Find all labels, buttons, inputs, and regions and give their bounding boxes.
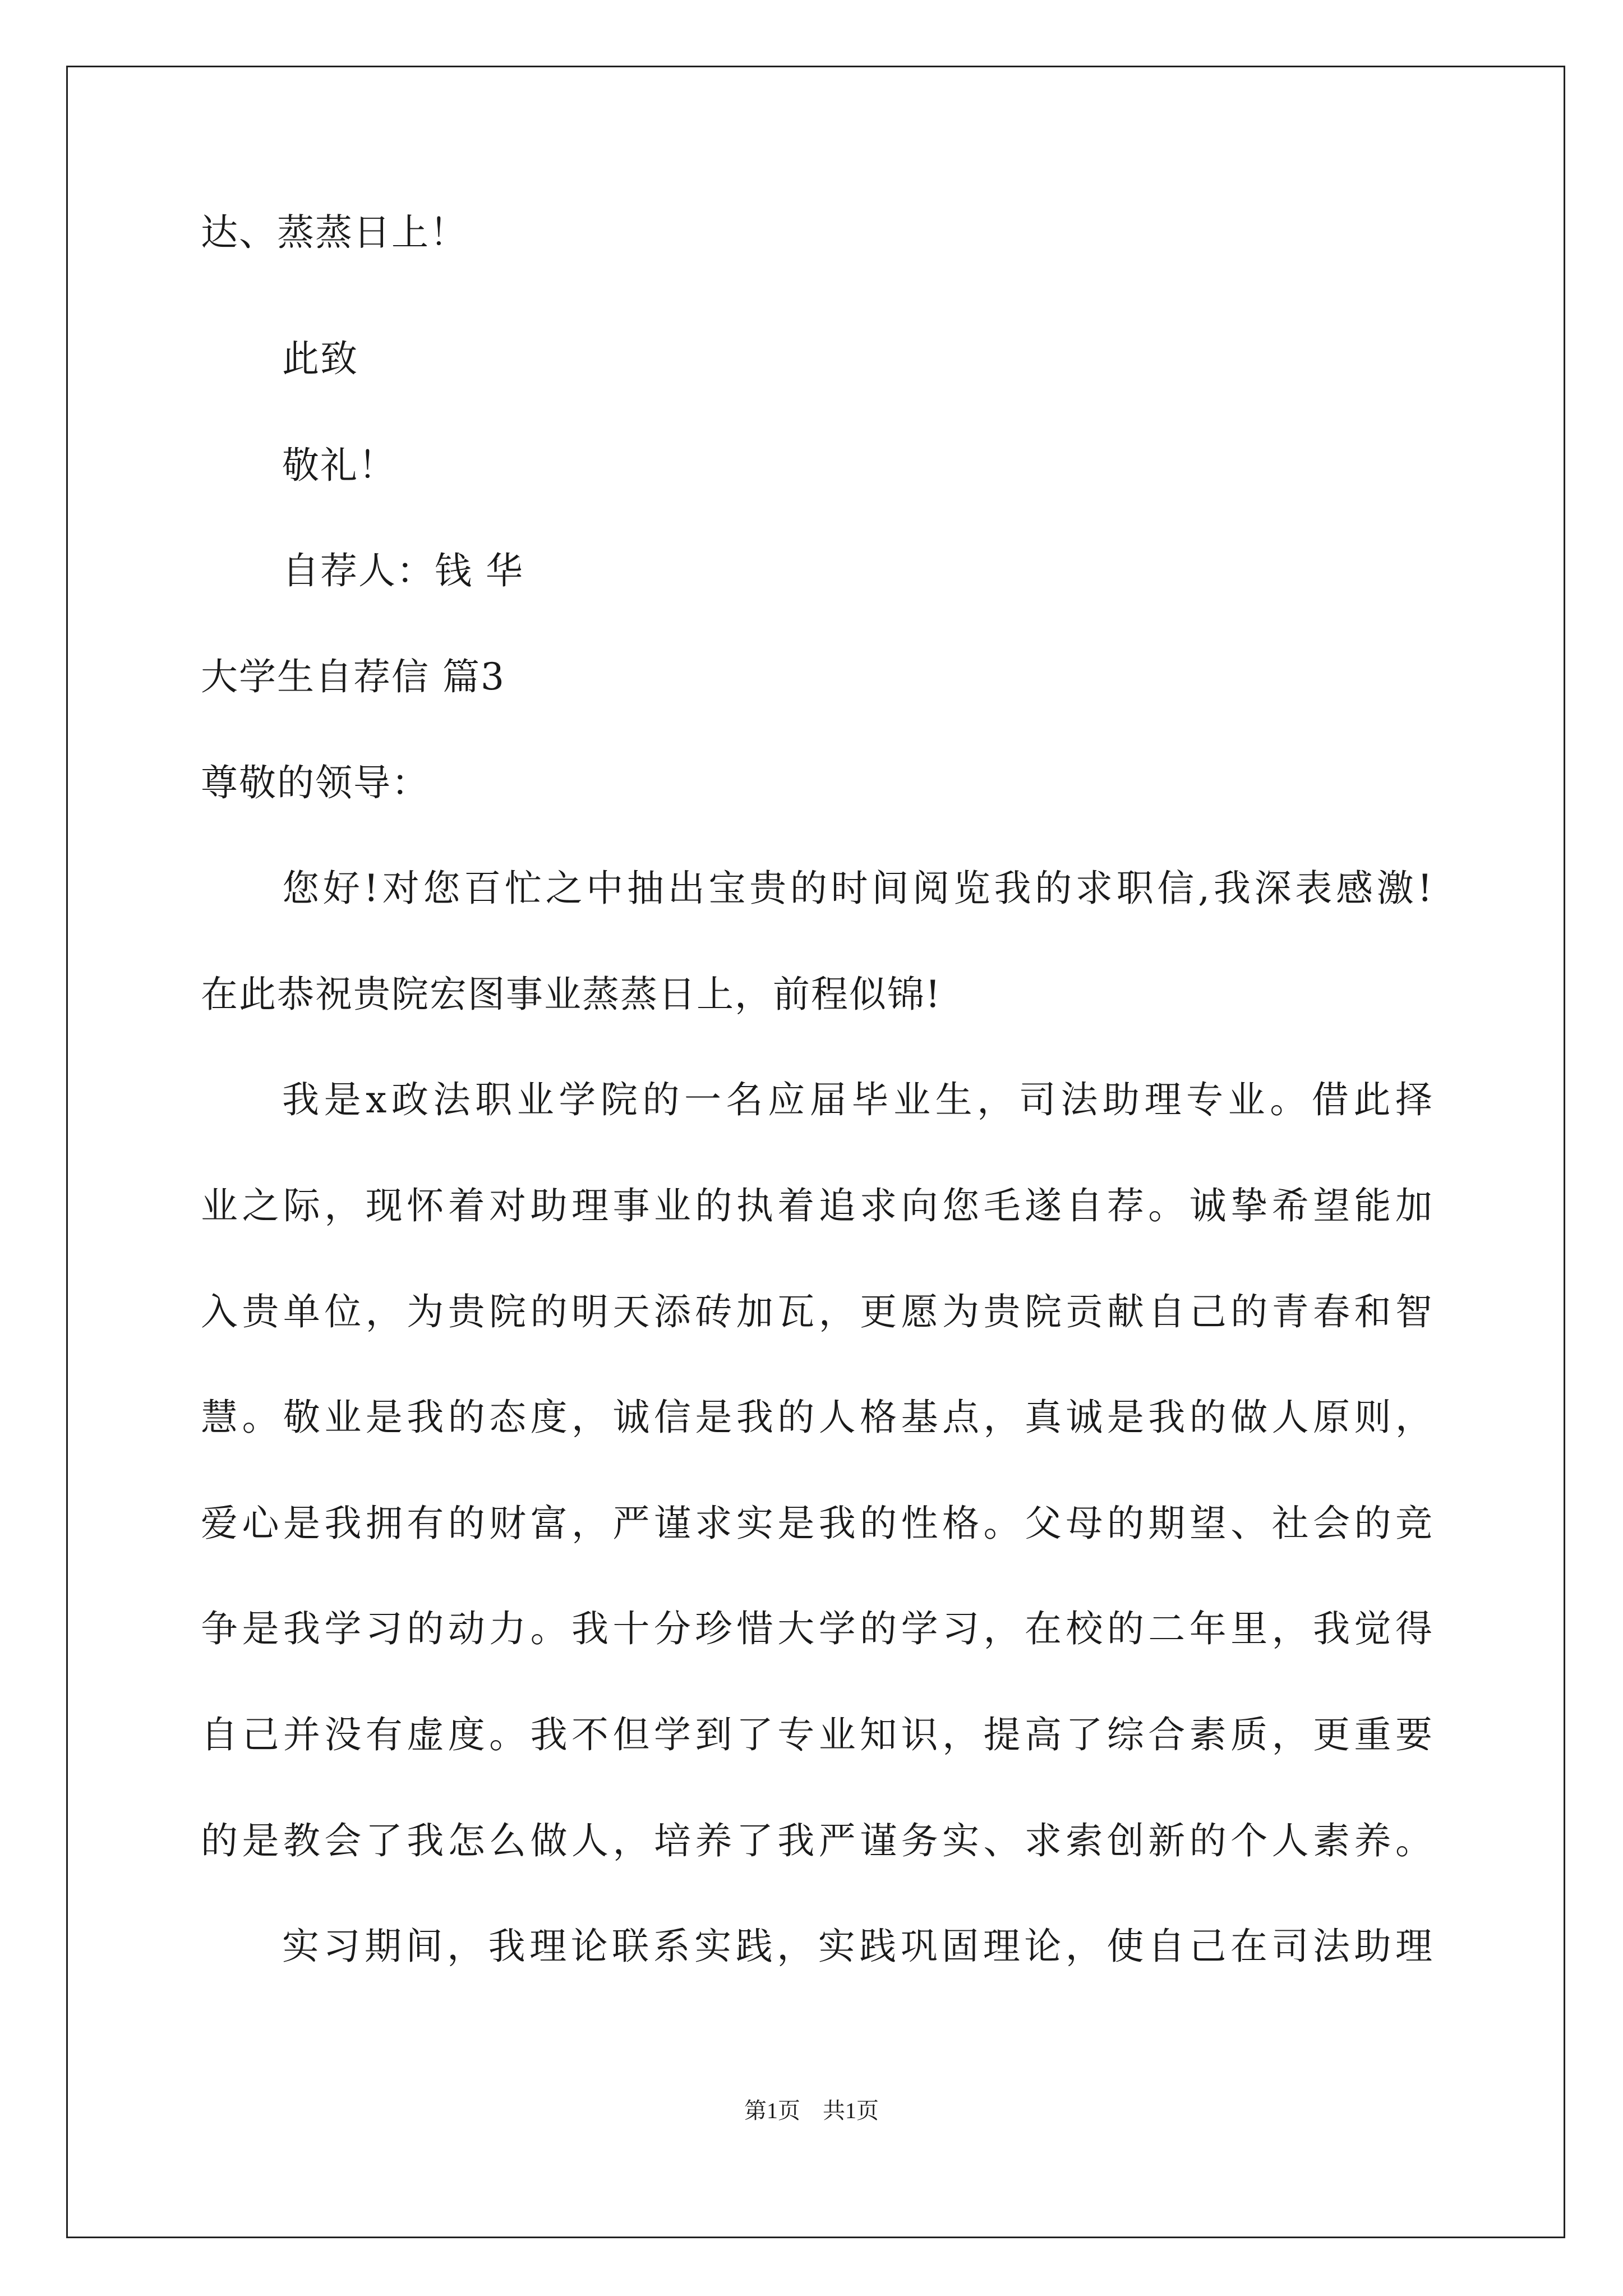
section-title: 大学生自荐信 篇3: [201, 655, 505, 698]
signature-line: 自荐人：钱 华: [282, 549, 524, 592]
paragraph-line: 在此恭祝贵院宏图事业蒸蒸日上，前程似锦!: [201, 973, 942, 1016]
paragraph-line: 您好!对您百忙之中抽出宝贵的时间阅览我的求职信,我深表感激!: [282, 867, 1433, 910]
page-number-footer: 第1页 共1页: [744, 2098, 879, 2123]
paragraph-line: 我是x政法职业学院的一名应届毕业生，司法助理专业。借此择: [282, 1078, 1433, 1121]
paragraph-line: 爱心是我拥有的财富，严谨求实是我的性格。父母的期望、社会的竞: [201, 1502, 1433, 1545]
paragraph-line: 入贵单位，为贵院的明天添砖加瓦，更愿为贵院贡献自己的青春和智: [201, 1290, 1433, 1333]
paragraph-line: 业之际，现怀着对助理事业的执着追求向您毛遂自荐。诚挚希望能加: [201, 1184, 1433, 1227]
paragraph-line: 自己并没有虚度。我不但学到了专业知识，提高了综合素质，更重要: [201, 1713, 1433, 1756]
paragraph-line: 争是我学习的动力。我十分珍惜大学的学习，在校的二年里，我觉得: [201, 1607, 1433, 1650]
paragraph-line: 的是教会了我怎么做人，培养了我严谨务实、求索创新的个人素养。: [201, 1819, 1433, 1862]
paragraph-line: 慧。敬业是我的态度，诚信是我的人格基点，真诚是我的做人原则，: [201, 1396, 1433, 1439]
greeting: 尊敬的领导：: [201, 761, 430, 804]
text-line: 达、蒸蒸日上！: [201, 211, 468, 254]
page-border: [66, 66, 1565, 2238]
paragraph-line: 实习期间，我理论联系实践，实践巩固理论，使自己在司法助理: [282, 1925, 1433, 1968]
closing-regards: 敬礼！: [282, 444, 396, 487]
closing-salutation: 此致: [282, 337, 358, 380]
